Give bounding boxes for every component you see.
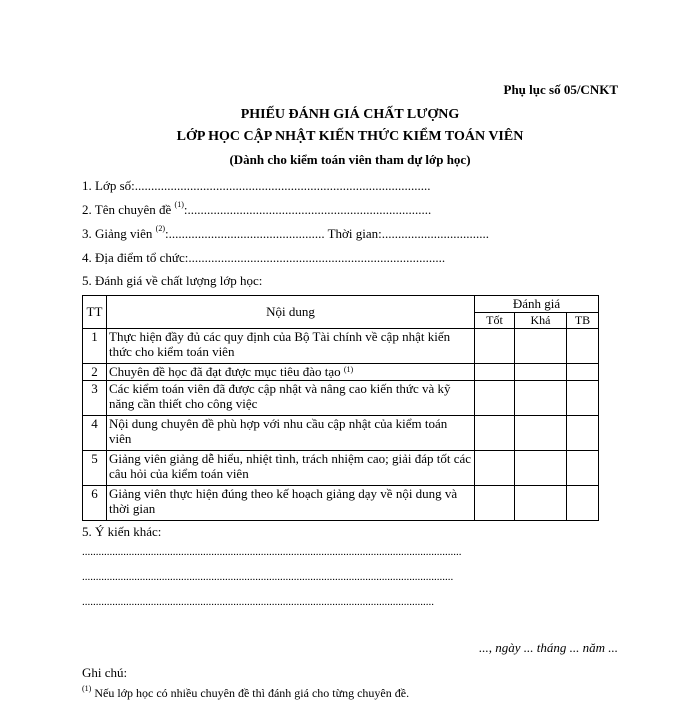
quality-heading: 5. Đánh giá về chất lượng lớp học:: [82, 273, 263, 288]
average-cell[interactable]: [567, 416, 599, 451]
topic-footnote-ref: (1): [174, 200, 184, 209]
opinion-line-3[interactable]: ................................................................................................................................: [82, 596, 434, 608]
opinion-line-1[interactable]: ..........................................................................................................................................: [82, 546, 462, 558]
good-cell[interactable]: [475, 416, 515, 451]
fair-cell[interactable]: [515, 381, 567, 416]
good-cell[interactable]: [475, 329, 515, 364]
form-title: PHIẾU ĐÁNH GIÁ CHẤT LƯỢNG: [240, 107, 460, 122]
lecturer-label: 3. Giảng viên: [82, 226, 156, 241]
footnote-1-marker: (1): [82, 684, 92, 693]
row-content: Các kiểm toán viên đã được cập nhật và nâng cao kiến thức và kỹ năng cần thiết cho công việc: [107, 381, 475, 416]
evaluation-table: [82, 295, 599, 521]
table-row: [83, 451, 599, 486]
content-header: Nội dung: [107, 296, 475, 329]
good-cell[interactable]: [475, 486, 515, 521]
fair-cell[interactable]: [515, 329, 567, 364]
fair-cell[interactable]: [515, 364, 567, 381]
good-header: Tốt: [475, 313, 515, 329]
topic-field[interactable]: [82, 202, 431, 218]
table-row: [83, 381, 599, 416]
venue-field[interactable]: 4. Địa điểm tổ chức:...............................................................................: [82, 250, 446, 265]
row-content: Nội dung chuyên đề phù hợp với nhu cầu cập nhật của kiểm toán viên: [107, 416, 475, 451]
good-cell[interactable]: [475, 451, 515, 486]
row-number: 1: [83, 329, 107, 364]
lecturer-footnote-ref: (2): [155, 224, 165, 233]
row-content: Giảng viên thực hiện đúng theo kế hoạch giảng dạy về nội dung và thời gian: [107, 486, 475, 521]
row-number: 2: [83, 364, 107, 381]
topic-dots: :...........................................................................: [183, 202, 432, 217]
row-content: Chuyên đề học đã đạt được mục tiêu đào tạo $^{(1)}$: [107, 364, 475, 381]
other-opinions-label: 5. Ý kiến khác:: [82, 524, 162, 539]
fair-cell[interactable]: [515, 451, 567, 486]
row-content: Giảng viên giảng dễ hiểu, nhiệt tình, trách nhiệm cao; giải đáp tốt các câu hỏi của kiểm toán viên: [107, 451, 475, 486]
row-number: 3: [83, 381, 107, 416]
note-label: Ghi chú:: [82, 665, 128, 680]
fair-cell[interactable]: [515, 486, 567, 521]
table-row: [83, 329, 599, 364]
date-line[interactable]: ..., ngày ... tháng ... năm ...: [478, 640, 618, 655]
fair-cell[interactable]: [515, 416, 567, 451]
footnote-1: [82, 686, 409, 701]
form-subtitle: LỚP HỌC CẬP NHẬT KIẾN THỨC KIỂM TOÁN VIÊN: [176, 129, 524, 144]
footnote-1-text: Nếu lớp học có nhiều chuyên đề thì đánh giá cho từng chuyên đề.: [91, 686, 410, 700]
evaluation-header: Đánh giá: [475, 296, 599, 313]
row-content: Thực hiện đầy đủ các quy định của Bộ Tài chính về cập nhật kiến thức cho kiểm toán viên: [107, 329, 475, 364]
row-number: 6: [83, 486, 107, 521]
fair-header: Khá: [515, 313, 567, 329]
table-row: [83, 364, 599, 381]
form-audience-note: (Dành cho kiểm toán viên tham dự lớp học): [229, 152, 471, 167]
average-cell[interactable]: [567, 329, 599, 364]
average-header: TB: [567, 313, 599, 329]
good-cell[interactable]: [475, 381, 515, 416]
average-cell[interactable]: [567, 381, 599, 416]
topic-label: 2. Tên chuyên đề: [82, 202, 175, 217]
row-footnote-ref: (1): [343, 365, 354, 374]
average-cell[interactable]: [567, 364, 599, 381]
table-row: [83, 486, 599, 521]
average-cell[interactable]: [567, 451, 599, 486]
good-cell[interactable]: [475, 364, 515, 381]
lecturer-time-dots: :................................................ Thời gian:.................................: [164, 226, 490, 241]
opinion-line-2[interactable]: .......................................................................................................................................: [82, 571, 454, 583]
tt-header: TT: [83, 296, 107, 329]
appendix-number: Phụ lục số 05/CNKT: [503, 82, 618, 97]
row-number: 5: [83, 451, 107, 486]
class-number-field[interactable]: 1. Lớp số:...........................................................................................: [82, 178, 431, 193]
table-row: [83, 416, 599, 451]
lecturer-time-field[interactable]: [82, 226, 489, 242]
average-cell[interactable]: [567, 486, 599, 521]
row-number: 4: [83, 416, 107, 451]
